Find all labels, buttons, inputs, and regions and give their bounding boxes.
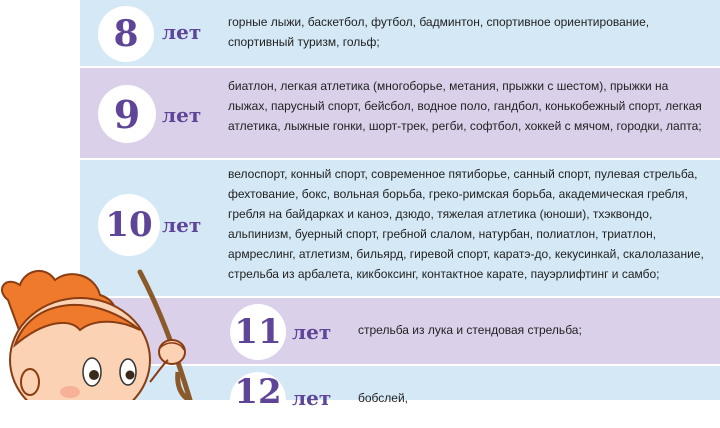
age-unit-label: лет	[162, 20, 202, 44]
sports-list: биатлон, легкая атлетика (многоборье, метания, прыжки с шестом), прыжки на лыжах, парусный спорт, бейсбол, водное поло, гандбол, конькобежный спорт, легкая атлетика, лыжные гонки, шорт-трек, регби, софтбол, хоккей с мячом, городки, лапта;	[228, 79, 702, 133]
age-number-circle: 12	[230, 372, 286, 428]
sports-list: горные лыжи, баскетбол, футбол, бадминтон, спортивное ориентирование, спортивный туризм, гольф;	[228, 15, 650, 49]
sports-list: стрельба из лука и стендовая стрельба;	[358, 323, 582, 337]
age-number-circle: 10	[98, 194, 160, 256]
age-number-circle: 9	[98, 85, 156, 143]
age-number-circle: 8	[98, 6, 154, 62]
age-unit-label: лет	[162, 103, 202, 127]
age-unit-label: лет	[162, 213, 202, 237]
sports-list: велоспорт, конный спорт, современное пятиборье, санный спорт, пулевая стрельба, фехтование, бокс, вольная борьба, греко-римская борьба, академическая гребля, гребля на байдарках и каноэ, дзюдо, тяжелая атлетика (юноши), тхэквондо, альпинизм, буерный спорт, гребной слалом, натурбан, полиатлон, триатлон, армреслинг, атлетизм, бильярд, гиревой спорт, каратэ-до, кекусинкай, скалолазание, стрельба из арбалета, кикбоксинг, контактное карате, пауэрлифтинг и самбо;	[228, 167, 704, 281]
sports-list: бобслей,	[358, 391, 408, 405]
age-number-circle: 11	[230, 304, 286, 360]
age-unit-label: лет	[292, 320, 332, 344]
age-unit-label: лет	[292, 386, 332, 410]
